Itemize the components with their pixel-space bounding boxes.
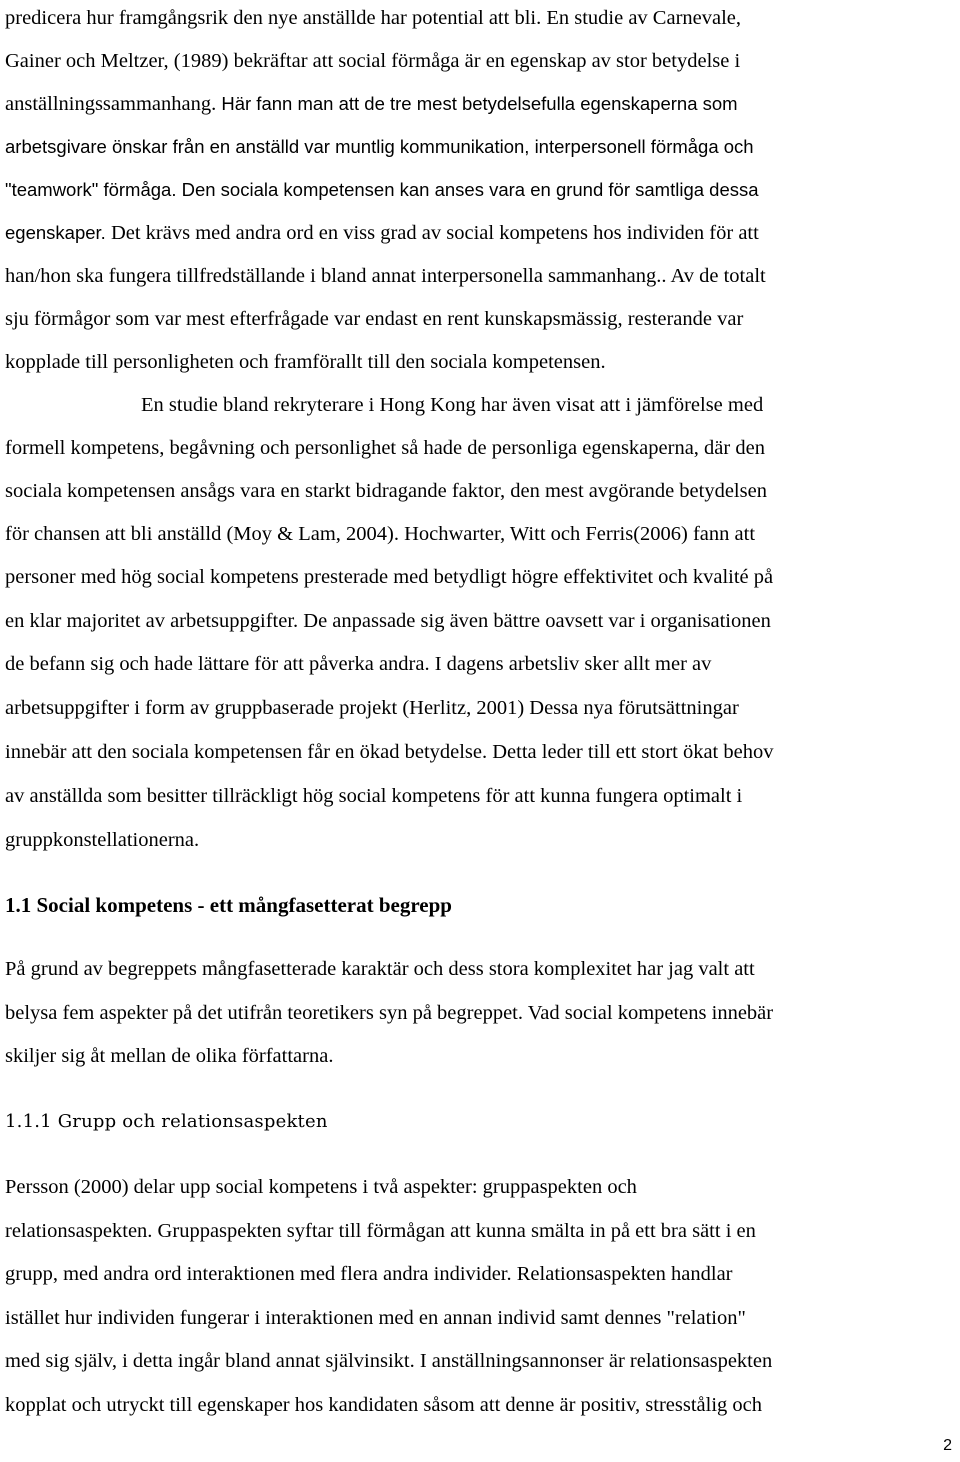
paragraph-line: arbetsgivare önskar från en anställd var muntlig kommunikation, interpersonell förmåga och bbox=[5, 136, 754, 157]
text-span: "teamwork" förmåga. bbox=[5, 179, 182, 200]
text-span: egenskaper. bbox=[5, 222, 111, 243]
page-number: 2 bbox=[943, 1437, 952, 1454]
paragraph-line: en klar majoritet av arbetsuppgifter. De anpassade sig även bättre oavsett var i organisationen bbox=[5, 610, 771, 632]
paragraph-line: de befann sig och hade lättare för att påverka andra. I dagens arbetsliv sker allt mer av bbox=[5, 653, 712, 675]
subsection-heading: 1.1.1 Grupp och relationsaspekten bbox=[5, 1111, 328, 1132]
paragraph-line: belysa fem aspekter på det utifrån teoretikers syn på begreppet. Vad social kompetens innebär bbox=[5, 1002, 774, 1024]
paragraph-line: På grund av begreppets mångfasetterade karaktär och dess stora komplexitet har jag valt att bbox=[5, 958, 755, 980]
text-span: Den sociala kompetensen kan anses vara en grund för samtliga dessa bbox=[181, 179, 759, 200]
paragraph-line: av anställda som besitter tillräckligt hög social kompetens för att kunna fungera optimalt i bbox=[5, 785, 743, 807]
paragraph-line: arbetsuppgifter i form av gruppbaserade projekt (Herlitz, 2001) Dessa nya förutsättningar bbox=[5, 697, 739, 719]
paragraph-line: sociala kompetensen ansågs vara en starkt bidragande faktor, den mest avgörande betydelsen bbox=[5, 480, 767, 502]
section-heading: 1.1 Social kompetens - ett mångfasetterat begrepp bbox=[5, 893, 452, 917]
paragraph-line bbox=[5, 221, 759, 245]
text-span: anställningssammanhang. bbox=[5, 93, 222, 115]
paragraph-line bbox=[5, 264, 766, 288]
paragraph-line: kopplat och utryckt till egenskaper hos kandidaten såsom att denne är positiv, stresstålig och bbox=[5, 1394, 762, 1416]
paragraph-line bbox=[5, 92, 738, 116]
paragraph-line: Gainer och Meltzer, (1989) bekräftar att social förmåga är en egenskap av stor betydelse i bbox=[5, 50, 741, 72]
paragraph-line: kopplade till personligheten och framförallt till den sociala kompetensen. bbox=[5, 351, 606, 373]
paragraph-line: Persson (2000) delar upp social kompetens i två aspekter: gruppaspekten och bbox=[5, 1176, 637, 1198]
text-span: Här fann man att de tre mest betydelsefulla egenskaperna som bbox=[221, 93, 738, 114]
paragraph-line: innebär att den sociala kompetensen får en ökad betydelse. Detta leder till ett stort ökat behov bbox=[5, 741, 774, 763]
paragraph-line: predicera hur framgångsrik den nye anställde har potential att bli. En studie av Carnevale, bbox=[5, 7, 742, 29]
paragraph-line: för chansen att bli anställd (Moy & Lam, 2004). Hochwarter, Witt och Ferris(2006) fann att bbox=[5, 523, 756, 545]
text-span: . Av de totalt bbox=[661, 265, 766, 287]
paragraph-line: En studie bland rekryterare i Hong Kong har även visat att i jämförelse med bbox=[141, 394, 764, 416]
paragraph-line: istället hur individen fungerar i interaktionen med en annan individ samt dennes "relation" bbox=[5, 1307, 746, 1329]
paragraph-line: skiljer sig åt mellan de olika författarna. bbox=[5, 1045, 334, 1067]
paragraph-line bbox=[5, 178, 759, 202]
paragraph-line: med sig själv, i detta ingår bland annat självinsikt. I anställningsannonser är relationsaspekten bbox=[5, 1350, 773, 1372]
text-span: Det krävs med andra ord en viss grad av social kompetens hos individen för att bbox=[110, 222, 759, 244]
paragraph-line: sju förmågor som var mest efterfrågade var endast en rent kunskapsmässig, resterande var bbox=[5, 308, 744, 330]
paragraph-line: grupp, med andra ord interaktionen med flera andra individer. Relationsaspekten handlar bbox=[5, 1263, 733, 1285]
paragraph-line: relationsaspekten. Gruppaspekten syftar till förmågan att kunna smälta in på ett bra sätt i en bbox=[5, 1220, 756, 1242]
paragraph-line: gruppkonstellationerna. bbox=[5, 829, 200, 851]
paragraph-line: personer med hög social kompetens presterade med betydligt högre effektivitet och kvalité på bbox=[5, 566, 774, 588]
text-span: han/hon ska fungera tillfredställande i bland annat interpersonella sammanhang. bbox=[5, 265, 662, 287]
paragraph-line: formell kompetens, begåvning och personlighet så hade de personliga egenskaperna, där den bbox=[5, 437, 765, 459]
